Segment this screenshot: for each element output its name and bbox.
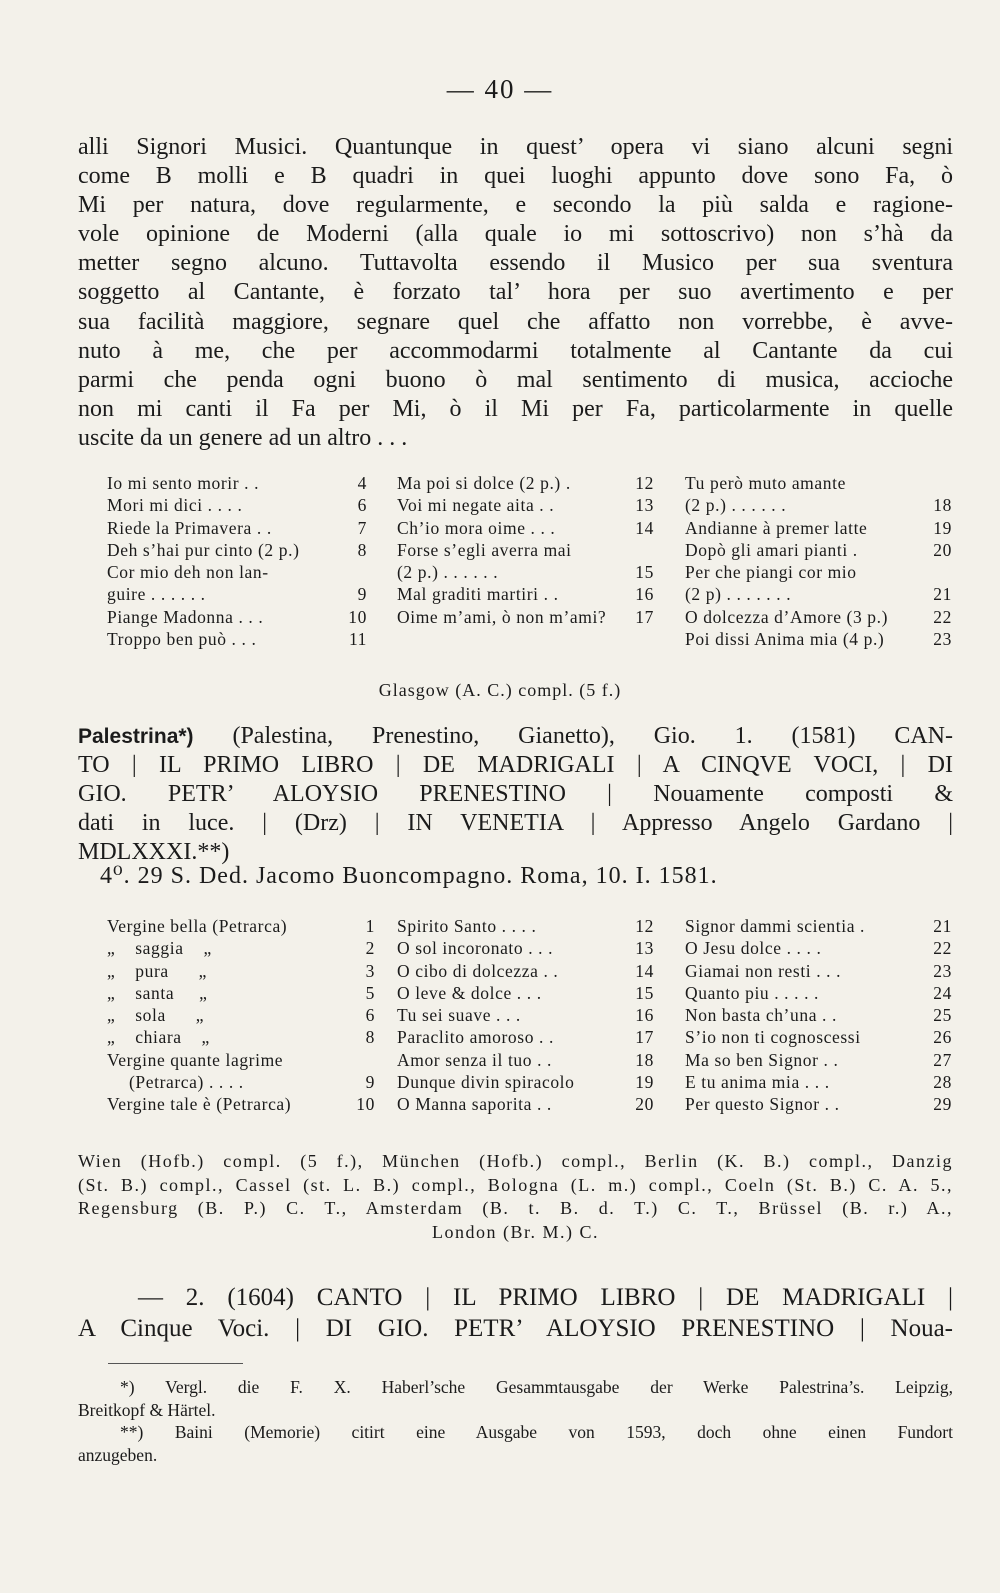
text-line: soggetto al Cantante, è forzato tal’ hora per suo avertimento e per xyxy=(78,279,953,306)
text-line: sua facilità maggiore, segnare quel che affatto non vorrebbe, è avve- xyxy=(78,308,953,335)
footnote-divider xyxy=(108,1363,243,1364)
table-row: „ santa „ 5 xyxy=(107,982,375,1003)
table-row: guire . . . . . . 9 xyxy=(107,584,367,605)
table-row: E tu anima mia . . . 28 xyxy=(685,1072,952,1093)
table-row: Tu però muto amante xyxy=(685,473,846,493)
table1-col2 xyxy=(397,472,654,628)
table-row: Vergine quante lagrime xyxy=(107,1049,284,1070)
text-line: Palestrina*) (Palestina, Prenestino, Gianetto), Gio. 1. (1581) CAN- xyxy=(78,723,953,749)
footnote-line: *) Vergl. die F. X. Haberl’sche Gesammtausgabe der Werke Palestrina’s. Leipzig, xyxy=(120,1377,953,1397)
table-row: Paraclito amoroso . . 17 xyxy=(397,1027,654,1048)
text-line: come B molli e B quadri in quei luoghi appunto dove sono Fa, ò xyxy=(78,163,953,190)
table-row: Per che piangi cor mio xyxy=(685,562,857,583)
table-row: S’io non ti cognoscessi 26 xyxy=(685,1027,952,1048)
table-row: Non basta ch’una . . 25 xyxy=(685,1005,952,1026)
table-row: Forse s’egli averra mai xyxy=(397,539,572,560)
table1-col1 xyxy=(107,472,367,650)
table-row: Quanto piu . . . . . 24 xyxy=(685,982,952,1003)
table-row: Andianne à premer latte 19 xyxy=(685,517,952,538)
table-row: Amor senza il tuo . . 18 xyxy=(397,1049,654,1070)
table-row: „ sola „ 6 xyxy=(107,1005,375,1026)
text-line: London (Br. M.) C. xyxy=(431,1221,599,1242)
table-row: Signor dammi scientia . 21 xyxy=(685,916,952,936)
entry-heading: Palestrina*) xyxy=(78,725,194,748)
table-row: (Petrarca) . . . . 9 xyxy=(129,1072,375,1093)
text-line: Wien (Hofb.) compl. (5 f.), München (Hofb.) compl., Berlin (K. B.) compl., Danzig xyxy=(78,1151,953,1171)
table-row: O Jesu dolce . . . . 22 xyxy=(685,938,952,959)
text-line: vole opinione de Moderni (alla quale io mi sottoscrivo) non s’hà da xyxy=(78,221,953,248)
table-row: Io mi sento morir . . 4 xyxy=(107,473,367,493)
footnote-line: Breitkopf & Härtel. xyxy=(78,1399,216,1420)
text-line: parmi che penda ogni buono ò mal sentimento di musica, accioche xyxy=(78,366,953,393)
library-holdings xyxy=(78,1150,953,1244)
table-row: „ pura „ 3 xyxy=(107,960,375,981)
footnote-line: anzugeben. xyxy=(78,1444,158,1465)
table-row: Dopò gli amari pianti . 20 xyxy=(685,539,952,560)
table1-col3 xyxy=(685,472,952,650)
table-row: Dunque divin spiracolo 19 xyxy=(397,1072,654,1093)
footnote-line: **) Baini (Memorie) citirt eine Ausgabe von 1593, doch ohne einen Fundort xyxy=(120,1422,953,1442)
page-number: — 40 — xyxy=(446,74,554,104)
text-line: — 2. (1604) CANTO | IL PRIMO LIBRO | DE MADRIGALI | xyxy=(138,1284,953,1311)
table-row: Oime m’ami, ò non m’ami? 17 xyxy=(397,606,654,627)
text-line: alli Signori Musici. Quantunque in quest’ opera vi siano alcuni segni xyxy=(78,134,953,160)
text-line: A Cinque Voci. | DI GIO. PETR’ ALOYSIO PRENESTINO | Noua- xyxy=(78,1315,953,1342)
table-row: „ chiara „ 8 xyxy=(107,1027,375,1048)
text-line: Mi per natura, dove regularmente, e secondo la più salda e ragione- xyxy=(78,192,953,219)
table-row: Vergine tale è (Petrarca) 10 xyxy=(107,1094,375,1115)
text-line: metter segno alcuno. Tuttavolta essendo il Musico per sua sventura xyxy=(78,250,953,277)
entry-palestrina-1581 xyxy=(78,722,953,867)
table-row: Voi mi negate aita . . 13 xyxy=(397,495,654,516)
text-line: dati in luce. | (Drz) | IN VENETIA | Appresso Angelo Gardano | xyxy=(78,810,953,837)
table-row: O cibo di dolcezza . . 14 xyxy=(397,960,654,981)
table-row: Deh s’hai pur cinto (2 p.) 8 xyxy=(107,539,367,560)
table-row: „ saggia „ 2 xyxy=(107,938,375,959)
table-row: (2 p.) . . . . . . 15 xyxy=(397,562,654,583)
table-row: Ch’io mora oime . . . 14 xyxy=(397,517,654,538)
table-row: (2 p.) . . . . . . 18 xyxy=(685,495,952,516)
table-row: O dolcezza d’Amore (3 p.) 22 xyxy=(685,606,952,627)
table-row: O sol incoronato . . . 13 xyxy=(397,938,654,959)
table-row: (2 p) . . . . . . . 21 xyxy=(685,584,952,605)
table-row: Cor mio deh non lan- xyxy=(107,562,269,583)
table-row: Ma poi si dolce (2 p.) . 12 xyxy=(397,473,654,493)
text-line: uscite da un genere ad un altro . . . xyxy=(78,424,408,451)
entry-palestrina-1604 xyxy=(78,1282,953,1344)
table-row: Giamai non resti . . . 23 xyxy=(685,960,952,981)
table-row: Per questo Signor . . 29 xyxy=(685,1094,952,1115)
table-row: Poi dissi Anima mia (4 p.) 23 xyxy=(685,629,952,650)
text-line: non mi canti il Fa per Mi, ò il Mi per Fa, particolarmente in quelle xyxy=(78,395,953,422)
table-row: Ma so ben Signor . . 27 xyxy=(685,1049,952,1070)
table2-col1 xyxy=(107,915,375,1116)
glasgow-holding: Glasgow (A. C.) compl. (5 f.) xyxy=(378,680,622,700)
table2-col2 xyxy=(397,915,654,1116)
table-row: Troppo ben può . . . 11 xyxy=(107,629,367,650)
table-row: O Manna saporita . . 20 xyxy=(397,1094,654,1115)
text-line: Regensburg (B. P.) C. T., Amsterdam (B. t. B. d. T.) C. T., Brüssel (B. r.) A., xyxy=(78,1198,953,1218)
text-line: GIO. PETR’ ALOYSIO PRENESTINO | Nouamente composti & xyxy=(78,781,953,808)
table-row: Piange Madonna . . . 10 xyxy=(107,606,367,627)
table-row: O leve & dolce . . . 15 xyxy=(397,982,654,1003)
entry-meta: 4⁰. 29 S. Ded. Jacomo Buoncompagno. Roma, 10. I. 1581. xyxy=(100,863,718,889)
table-row: Riede la Primavera . . 7 xyxy=(107,517,367,538)
footnotes xyxy=(78,1376,953,1466)
table-row: Vergine bella (Petrarca) 1 xyxy=(107,916,375,936)
text-line: nuto à me, che per accommodarmi totalmente al Cantante da cui xyxy=(78,337,953,364)
table-row: Mal graditi martiri . . 16 xyxy=(397,584,654,605)
text-line: (St. B.) compl., Cassel (st. L. B.) compl., Bologna (L. m.) compl., Coeln (St. B.) C. A. 5., xyxy=(78,1174,953,1195)
text-line: MDLXXXI.**) xyxy=(78,839,230,866)
text-line: TO | IL PRIMO LIBRO | DE MADRIGALI | A CINQVE VOCI, | DI xyxy=(78,752,953,779)
intro-paragraph xyxy=(78,133,953,453)
table-row: Spirito Santo . . . . 12 xyxy=(397,916,654,936)
table2-col3 xyxy=(685,915,952,1116)
table-row: Tu sei suave . . . 16 xyxy=(397,1005,654,1026)
table-row: Mori mi dici . . . . 6 xyxy=(107,495,367,516)
